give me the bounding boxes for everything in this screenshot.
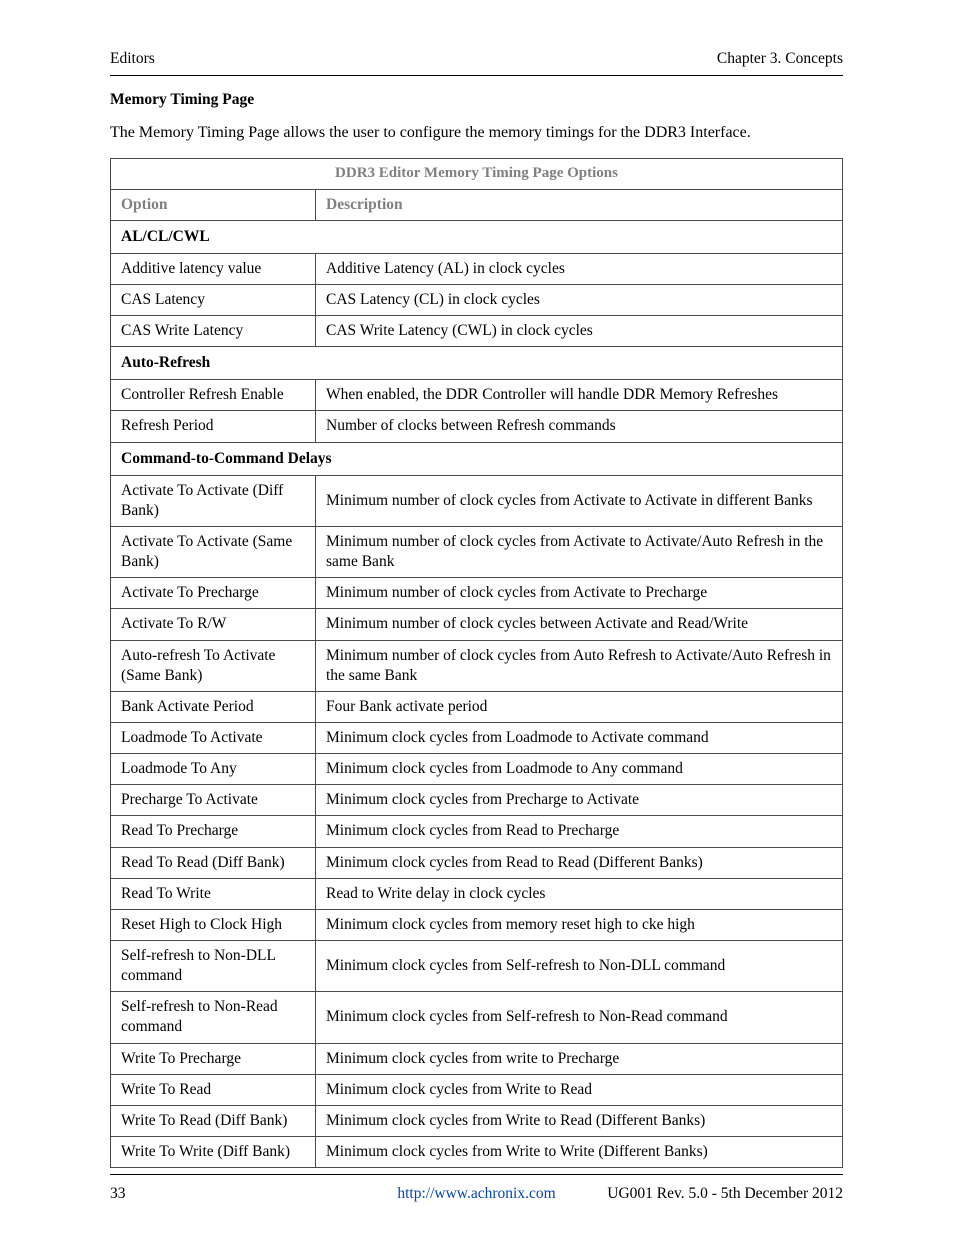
option-cell: Write To Write (Diff Bank): [111, 1137, 316, 1168]
description-cell: Minimum number of clock cycles from Auto Refresh to Activate/Auto Refresh in the same Bank: [316, 640, 843, 691]
page-footer: [110, 1174, 843, 1203]
option-cell: CAS Write Latency: [111, 316, 316, 347]
table-row: [111, 992, 843, 1043]
option-cell: Precharge To Activate: [111, 785, 316, 816]
description-cell: Minimum clock cycles from memory reset high to cke high: [316, 909, 843, 940]
option-cell: Write To Precharge: [111, 1043, 316, 1074]
option-cell: Refresh Period: [111, 411, 316, 442]
table-row: [111, 785, 843, 816]
table-section-row: [111, 347, 843, 380]
option-cell: Activate To R/W: [111, 609, 316, 640]
header-right-text: Chapter 3. Concepts: [716, 50, 843, 67]
column-header-description: Description: [316, 189, 843, 220]
table-title: DDR3 Editor Memory Timing Page Options: [111, 159, 843, 190]
table-row: [111, 578, 843, 609]
table-row: [111, 847, 843, 878]
description-cell: Minimum clock cycles from Write to Read: [316, 1074, 843, 1105]
option-cell: Activate To Activate (Diff Bank): [111, 475, 316, 526]
description-cell: Minimum number of clock cycles from Activate to Activate in different Banks: [316, 475, 843, 526]
table-row: [111, 527, 843, 578]
description-cell: Minimum clock cycles from Loadmode to Any command: [316, 754, 843, 785]
table-row: [111, 1105, 843, 1136]
option-cell: Loadmode To Activate: [111, 723, 316, 754]
table-row: [111, 816, 843, 847]
intro-paragraph: The Memory Timing Page allows the user to configure the memory timings for the DDR3 Interface.: [110, 124, 751, 141]
table-row: [111, 909, 843, 940]
description-cell: Minimum clock cycles from Self-refresh to Non-Read command: [316, 992, 843, 1043]
description-cell: Minimum clock cycles from Write to Read (Different Banks): [316, 1105, 843, 1136]
section-label: AL/CL/CWL: [111, 220, 843, 253]
option-cell: CAS Latency: [111, 284, 316, 315]
table-row: [111, 411, 843, 442]
table-column-header-row: [111, 189, 843, 220]
page-number: 33: [110, 1185, 126, 1202]
table-row: [111, 380, 843, 411]
option-cell: Write To Read (Diff Bank): [111, 1105, 316, 1136]
column-header-option: Option: [111, 189, 316, 220]
table-title-row: [111, 159, 843, 190]
footer-link[interactable]: http://www.achronix.com: [397, 1185, 556, 1202]
table-section-row: [111, 220, 843, 253]
section-label: Command-to-Command Delays: [111, 442, 843, 475]
description-cell: Minimum number of clock cycles from Activate to Precharge: [316, 578, 843, 609]
table-row: [111, 609, 843, 640]
description-cell: Minimum clock cycles from Self-refresh to Non-DLL command: [316, 941, 843, 992]
option-cell: Self-refresh to Non-Read command: [111, 992, 316, 1043]
section-label: Auto-Refresh: [111, 347, 843, 380]
table-section-row: [111, 442, 843, 475]
description-cell: Minimum number of clock cycles between Activate and Read/Write: [316, 609, 843, 640]
table-row: [111, 253, 843, 284]
footer-revision: UG001 Rev. 5.0 - 5th December 2012: [607, 1185, 843, 1202]
table-row: [111, 1074, 843, 1105]
description-cell: Minimum clock cycles from Loadmode to Activate command: [316, 723, 843, 754]
description-cell: CAS Write Latency (CWL) in clock cycles: [316, 316, 843, 347]
description-cell: Minimum clock cycles from Read to Precharge: [316, 816, 843, 847]
option-cell: Read To Precharge: [111, 816, 316, 847]
page-header: [110, 50, 843, 76]
options-table: [110, 158, 843, 1168]
description-cell: Minimum clock cycles from Precharge to Activate: [316, 785, 843, 816]
description-cell: Four Bank activate period: [316, 691, 843, 722]
option-cell: Activate To Activate (Same Bank): [111, 527, 316, 578]
option-cell: Loadmode To Any: [111, 754, 316, 785]
description-cell: Additive Latency (AL) in clock cycles: [316, 253, 843, 284]
table-row: [111, 284, 843, 315]
header-left-text: Editors: [110, 50, 155, 67]
table-row: [111, 723, 843, 754]
option-cell: Read To Read (Diff Bank): [111, 847, 316, 878]
table-row: [111, 691, 843, 722]
option-cell: Bank Activate Period: [111, 691, 316, 722]
section-heading: Memory Timing Page: [110, 91, 255, 108]
table-row: [111, 640, 843, 691]
description-cell: Minimum number of clock cycles from Activate to Activate/Auto Refresh in the same Bank: [316, 527, 843, 578]
option-cell: Additive latency value: [111, 253, 316, 284]
option-cell: Read To Write: [111, 878, 316, 909]
description-cell: Minimum clock cycles from Read to Read (Different Banks): [316, 847, 843, 878]
table-row: [111, 941, 843, 992]
table-row: [111, 475, 843, 526]
option-cell: Self-refresh to Non-DLL command: [111, 941, 316, 992]
description-cell: CAS Latency (CL) in clock cycles: [316, 284, 843, 315]
description-cell: When enabled, the DDR Controller will handle DDR Memory Refreshes: [316, 380, 843, 411]
option-cell: Controller Refresh Enable: [111, 380, 316, 411]
option-cell: Reset High to Clock High: [111, 909, 316, 940]
table-row: [111, 754, 843, 785]
table-row: [111, 316, 843, 347]
table-row: [111, 1137, 843, 1168]
table-row: [111, 878, 843, 909]
description-cell: Read to Write delay in clock cycles: [316, 878, 843, 909]
description-cell: Number of clocks between Refresh commands: [316, 411, 843, 442]
option-cell: Activate To Precharge: [111, 578, 316, 609]
description-cell: Minimum clock cycles from write to Precharge: [316, 1043, 843, 1074]
description-cell: Minimum clock cycles from Write to Write (Different Banks): [316, 1137, 843, 1168]
table-body: [111, 220, 843, 1168]
option-cell: Write To Read: [111, 1074, 316, 1105]
option-cell: Auto-refresh To Activate (Same Bank): [111, 640, 316, 691]
table-row: [111, 1043, 843, 1074]
